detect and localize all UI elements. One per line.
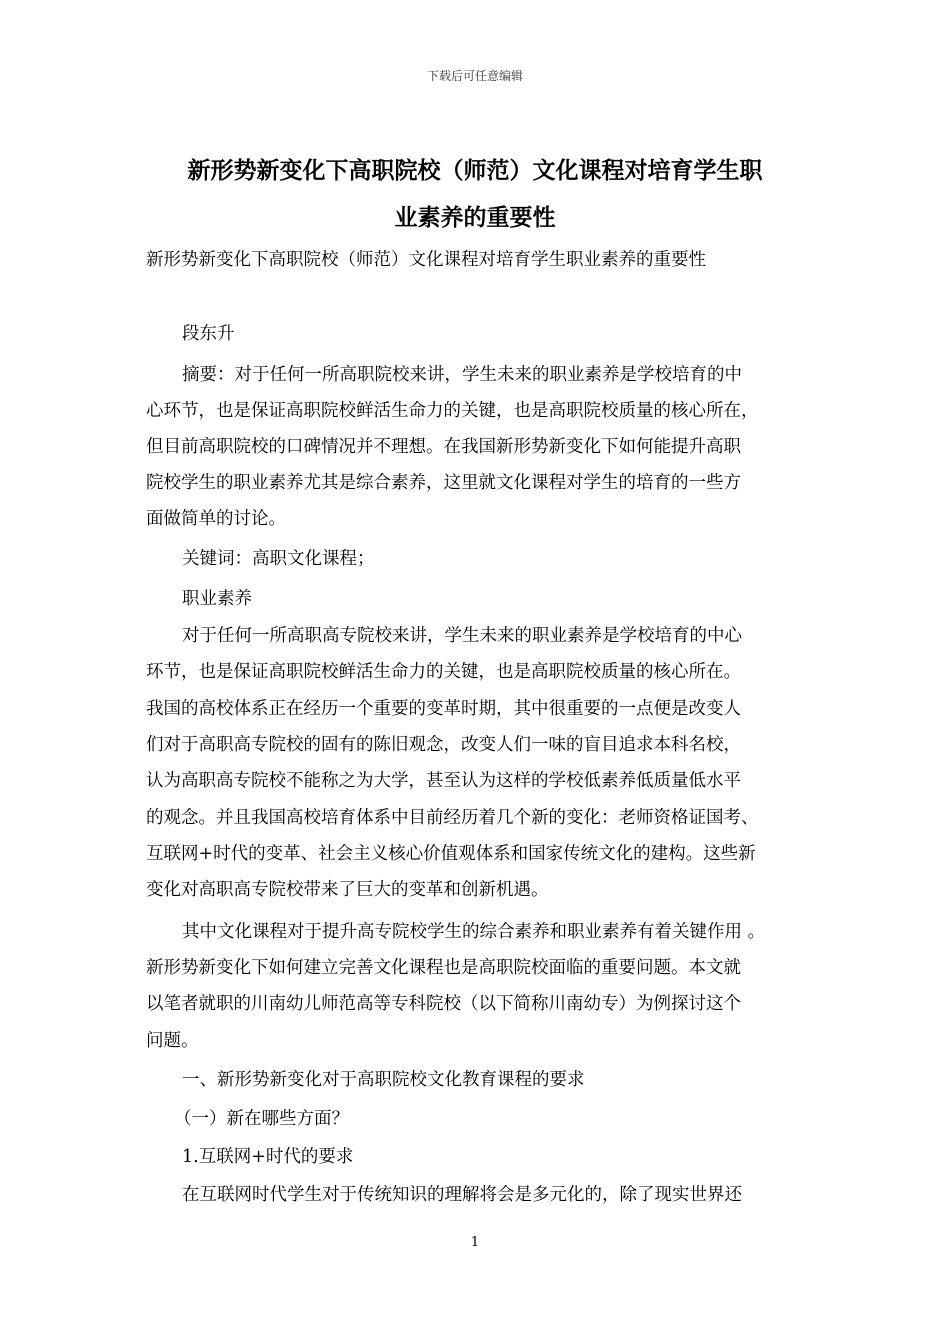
paragraph-line: 以笔者就职的川南幼儿师范高等专科院校（以下简称川南幼专）为例探讨这个 xyxy=(146,994,741,1014)
paragraph-line: 对于任何一所高职高专院校来讲，学生未来的职业素养是学校培育的中心 xyxy=(182,626,742,646)
author: 段东升 xyxy=(182,324,235,344)
section-heading: 一、新形势新变化对于高职院校文化教育课程的要求 xyxy=(182,1070,585,1090)
paragraph-line: 认为高职高专院校不能称之为大学，甚至认为这样的学校低素养低质量低水平 xyxy=(146,771,741,791)
abstract-line: 摘要：对于任何一所高职院校来讲，学生未来的职业素养是学校培育的中 xyxy=(182,365,742,385)
document-title-line-2: 业素养的重要性 xyxy=(394,204,556,231)
header-note: 下载后可任意编辑 xyxy=(426,69,523,83)
page-number: 1 xyxy=(470,1235,480,1250)
document-title-line-1: 新形势新变化下高职院校（师范）文化课程对培育学生职 xyxy=(187,157,763,184)
paragraph-line: 环节，也是保证高职院校鲜活生命力的关键，也是高职院校质量的核心所在。 xyxy=(146,662,741,682)
paragraph-line: 新形势新变化下如何建立完善文化课程也是高职院校面临的重要问题。本文就 xyxy=(146,958,741,978)
paragraph-line: 变化对高职高专院校带来了巨大的变革和创新机遇。 xyxy=(146,880,549,900)
keywords-line: 职业素养 xyxy=(182,589,252,609)
subsection-heading: （一）新在哪些方面？ xyxy=(174,1109,349,1129)
paragraph-line: 其中文化课程对于提升高专院校学生的综合素养和职业素养有着关键作用 。 xyxy=(182,922,766,942)
abstract-line: 但目前高职院校的口碑情况并不理想。在我国新形势新变化下如何能提升高职 xyxy=(146,437,741,457)
keywords-line: 关键词：高职文化课程； xyxy=(182,549,375,569)
abstract-line: 院校学生的职业素养尤其是综合素养，这里就文化课程对学生的培育的一些方 xyxy=(146,473,741,493)
paragraph-line: 互联网+时代的变革、社会主义核心价值观体系和国家传统文化的建构。这些新 xyxy=(146,844,756,864)
abstract-line: 心环节，也是保证高职院校鲜活生命力的关键，也是高职院校质量的核心所在， xyxy=(146,401,759,421)
subtitle: 新形势新变化下高职院校（师范）文化课程对培育学生职业素养的重要性 xyxy=(146,250,706,270)
paragraph-line: 们对于高职高专院校的固有的陈旧观念，改变人们一味的盲目追求本科名校， xyxy=(146,735,741,755)
paragraph-line: 在互联网时代学生对于传统知识的理解将会是多元化的，除了现实世界还 xyxy=(182,1185,742,1205)
paragraph-line: 问题。 xyxy=(146,1031,199,1051)
paragraph-line: 的观念。并且我国高校培育体系中目前经历着几个新的变化：老师资格证国考、 xyxy=(146,808,759,828)
paragraph-line: 我国的高校体系正在经历一个重要的变革时期，其中很重要的一点便是改变人 xyxy=(146,699,741,719)
abstract-line: 面做简单的讨论。 xyxy=(146,509,286,529)
item-heading: 1.互联网+时代的要求 xyxy=(182,1147,354,1167)
